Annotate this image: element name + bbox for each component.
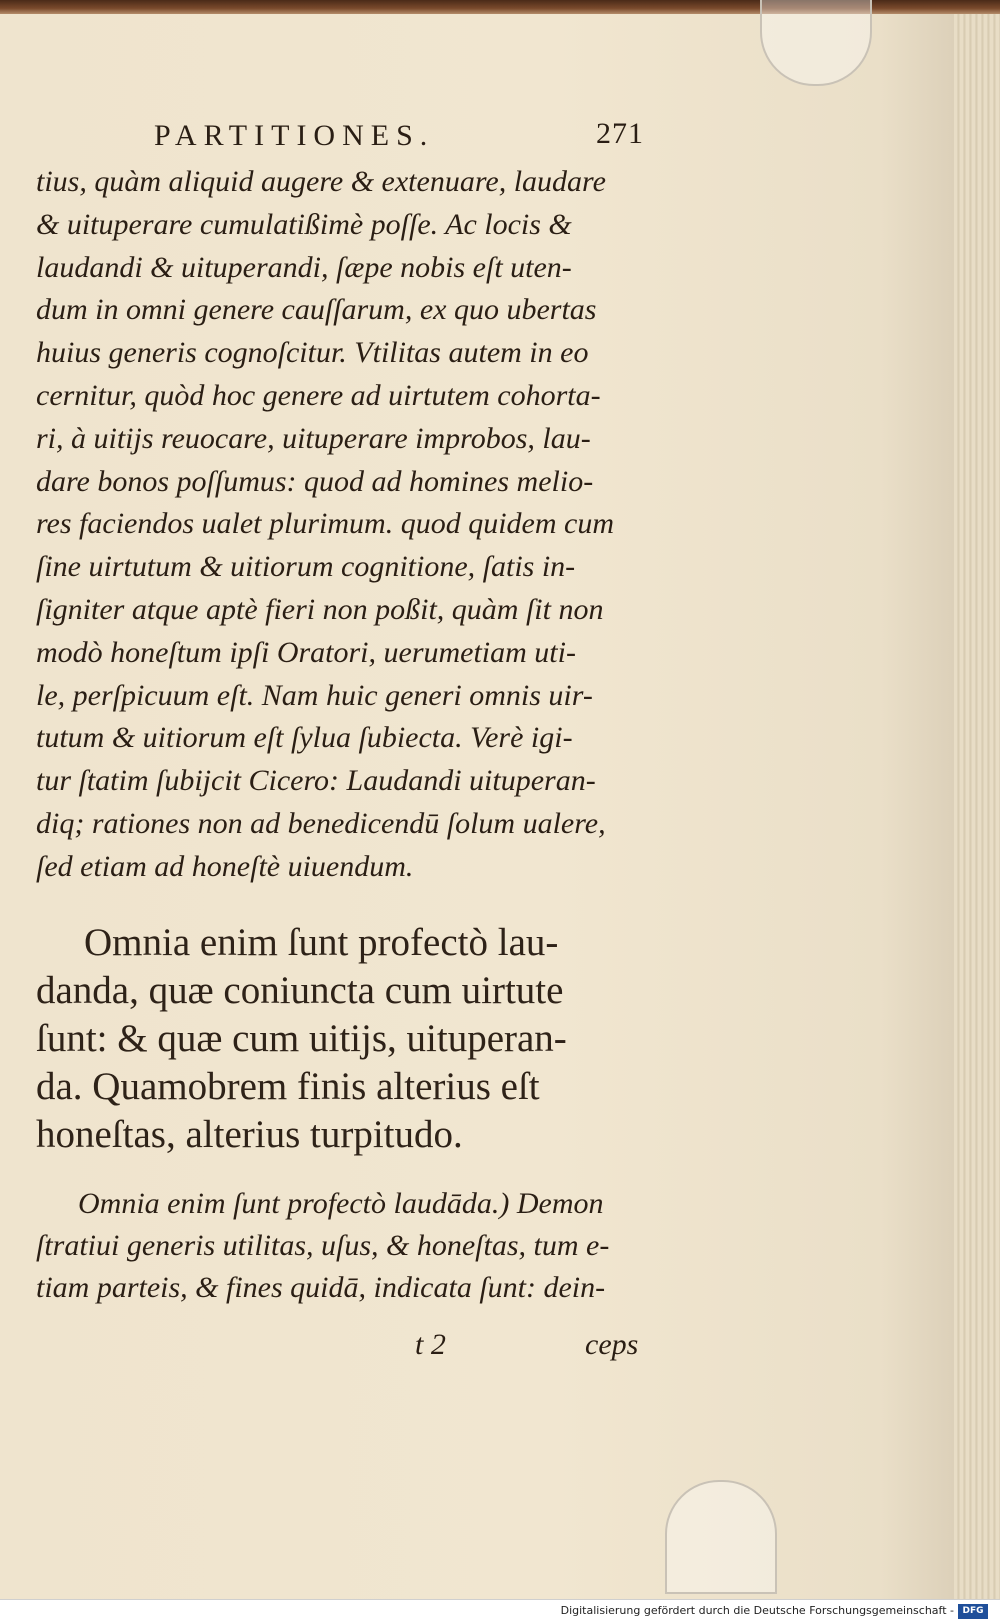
lemma-line: danda, quæ coniuncta cum uirtute: [36, 968, 564, 1012]
lemma-line: Omnia enim ſunt profectò lau-: [84, 920, 559, 964]
running-title: PARTITIONES.: [154, 119, 435, 152]
commentary-line: tur ſtatim ſubijcit Cicero: Laudandi uituperan-: [36, 764, 596, 798]
gloss-line: tiam parteis, & fines quidā, indicata ſunt: dein-: [36, 1270, 606, 1304]
commentary-line: le, perſpicuum eſt. Nam huic generi omnis uir-: [36, 678, 593, 712]
page-fore-edge: [954, 14, 1000, 1599]
commentary-line: diq; rationes non ad benedicendū ſolum ualere,: [36, 806, 606, 840]
gloss-paragraph: [36, 1183, 666, 1309]
lemma-line: da. Quamobrem finis alterius eſt: [36, 1064, 540, 1108]
commentary-line: ſigniter atque aptè fieri non poßit, quàm ſit non: [36, 592, 604, 626]
dfg-logo-icon: DFG: [958, 1604, 988, 1619]
lemma-line: ſunt: & quæ cum uitijs, uituperan-: [36, 1016, 567, 1060]
commentary-line: res faciendos ualet plurimum. quod quidem cum: [36, 507, 614, 541]
lemma-line: honeſtas, alterius turpitudo.: [36, 1112, 463, 1156]
folio-number: 271: [596, 117, 644, 150]
running-head: [36, 115, 666, 161]
commentary-line: & uituperare cumulatißimè poſſe. Ac locis &: [36, 207, 572, 241]
commentary-line: dare bonos poſſumus: quod ad homines melio-: [36, 464, 594, 498]
footer-credit: Digitalisierung gefördert durch die Deutsche Forschungsgemeinschaft -: [560, 1604, 954, 1617]
digitization-footer: [0, 1599, 1000, 1624]
gloss-line: ſtratiui generis utilitas, uſus, & honeſtas, tum e-: [36, 1228, 610, 1262]
page-clip-bottom: [665, 1480, 777, 1594]
commentary-line: cernitur, quòd hoc genere ad uirtutem cohorta-: [36, 378, 601, 412]
signature-mark: t 2: [415, 1328, 446, 1361]
commentary-line: dum in omni genere cauſſarum, ex quo ubertas: [36, 293, 597, 327]
catchword: ceps: [585, 1328, 639, 1361]
text-block: [36, 115, 666, 1309]
page-clip-top: [760, 0, 872, 86]
commentary-line: ſine uirtutum & uitiorum cognitione, ſatis in-: [36, 550, 576, 584]
gloss-line: Omnia enim ſunt profectò laudāda.) Demon: [78, 1186, 604, 1220]
commentary-line: modò honeſtum ipſi Oratori, uerumetiam uti-: [36, 635, 576, 669]
commentary-line: ri, à uitijs reuocare, uituperare improbos, lau-: [36, 421, 591, 455]
commentary-line: tutum & uitiorum eſt ſylua ſubiecta. Verè igi-: [36, 721, 573, 755]
commentary-line: ſed etiam ad honeſtè uiuendum.: [36, 849, 414, 883]
commentary-line: laudandi & uituperandi, ſæpe nobis eſt uten-: [36, 250, 572, 284]
commentary-line: tius, quàm aliquid augere & extenuare, laudare: [36, 165, 606, 198]
commentary-line: huius generis cognoſcitur. Vtilitas autem in eo: [36, 336, 589, 370]
lemma-paragraph: [36, 919, 666, 1159]
commentary-paragraph: [36, 161, 666, 889]
